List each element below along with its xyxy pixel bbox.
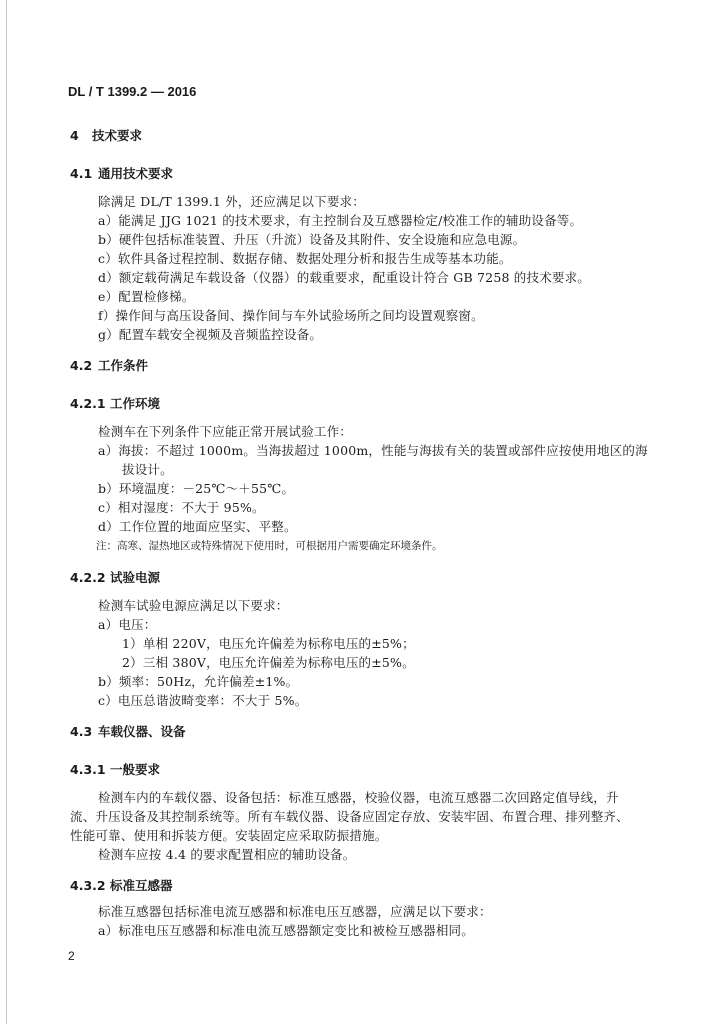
section-number: 4.3.2	[70, 878, 106, 893]
paragraph: 除满足 DL/T 1399.1 外，还应满足以下要求：	[98, 194, 365, 209]
section-heading-4-3-1	[70, 760, 160, 778]
list-item: d）额定载荷满足车载设备（仪器）的载重要求，配重设计符合 GB 7258 的技术要求。	[98, 270, 591, 285]
section-title: 标准互感器	[110, 878, 173, 893]
section-heading-4-1	[70, 164, 173, 182]
list-item: b）频率：50Hz，允许偏差±1%。	[98, 674, 299, 689]
section-number: 4.3	[70, 724, 93, 739]
section-heading-4-2-1	[70, 394, 160, 412]
section-heading-4-3-2	[70, 876, 173, 894]
section-title: 车载仪器、设备	[98, 724, 186, 739]
list-item: a）标准电压互感器和标准电流互感器额定变比和被检互感器相同。	[98, 923, 474, 938]
paragraph-line: 流、升压设备及其控制系统等。所有车载仪器、设备应固定存放、安装牢固、布置合理、排列整齐、	[70, 809, 629, 824]
list-item: d）工作位置的地面应坚实、平整。	[98, 519, 297, 534]
page-edge-line	[6, 0, 7, 1024]
paragraph: 检测车试验电源应满足以下要求：	[98, 598, 289, 613]
paragraph-line: 性能可靠、使用和拆装方便。安装固定应采取防振措施。	[70, 828, 388, 843]
paragraph: 检测车在下列条件下应能正常开展试验工作：	[98, 424, 353, 439]
section-number: 4.2	[70, 358, 93, 373]
list-item: g）配置车载安全视频及音频监控设备。	[98, 327, 323, 342]
section-number: 4.2.1	[70, 396, 106, 411]
note: 注：高寒、湿热地区或特殊情况下使用时，可根据用户需要确定环境条件。	[96, 540, 443, 552]
list-item: b）硬件包括标准装置、升压（升流）设备及其附件、安全设施和应急电源。	[98, 232, 526, 247]
sub-list-item: 2）三相 380V，电压允许偏差为标称电压的±5%。	[122, 655, 415, 670]
section-title: 通用技术要求	[98, 166, 174, 181]
section-title: 技术要求	[92, 128, 143, 143]
list-item: f）操作间与高压设备间、操作间与车外试验场所之间均设置观察窗。	[98, 308, 484, 323]
section-heading-4-3	[70, 722, 186, 740]
list-item: a）能满足 JJG 1021 的技术要求，有主控制台及互感器检定/校准工作的辅助设备等。	[98, 213, 583, 228]
list-item: c）相对湿度：不大于 95%。	[98, 500, 265, 515]
paragraph-line: 检测车应按 4.4 的要求配置相应的辅助设备。	[98, 847, 356, 862]
paragraph-line: 标准互感器包括标准电流互感器和标准电压互感器，应满足以下要求：	[98, 904, 492, 919]
section-title: 工作条件	[98, 358, 149, 373]
section-heading-4-2	[70, 356, 148, 374]
list-item: e）配置检修梯。	[98, 289, 195, 304]
list-item: c）电压总谐波畸变率：不大于 5%。	[98, 693, 308, 708]
list-item: c）软件具备过程控制、数据存储、数据处理分析和报告生成等基本功能。	[98, 251, 512, 266]
section-number: 4.3.1	[70, 762, 106, 777]
section-number: 4.2.2	[70, 570, 106, 585]
section-number: 4.1	[70, 166, 93, 181]
section-heading-4	[70, 126, 142, 144]
list-item: a）海拔：不超过 1000m。当海拔超过 1000m，性能与海拔有关的装置或部件应按使用地区的海	[98, 443, 648, 458]
list-item-continuation: 拔设计。	[122, 462, 173, 477]
section-title: 一般要求	[110, 762, 161, 777]
paragraph-line: 检测车内的车载仪器、设备包括：标准互感器，校验仪器，电流互感器二次回路定值导线，升	[98, 790, 619, 805]
list-item: a）电压：	[98, 617, 157, 632]
list-item: b）环境温度：－25℃～＋55℃。	[98, 481, 295, 496]
sub-list-item: 1）单相 220V，电压允许偏差为标称电压的±5%；	[122, 636, 415, 651]
page-number: 2	[68, 949, 75, 963]
section-number: 4	[70, 128, 79, 143]
section-title: 工作环境	[110, 396, 161, 411]
section-title: 试验电源	[110, 570, 161, 585]
section-heading-4-2-2	[70, 568, 160, 586]
document-code: DL / T 1399.2 — 2016	[68, 84, 197, 99]
